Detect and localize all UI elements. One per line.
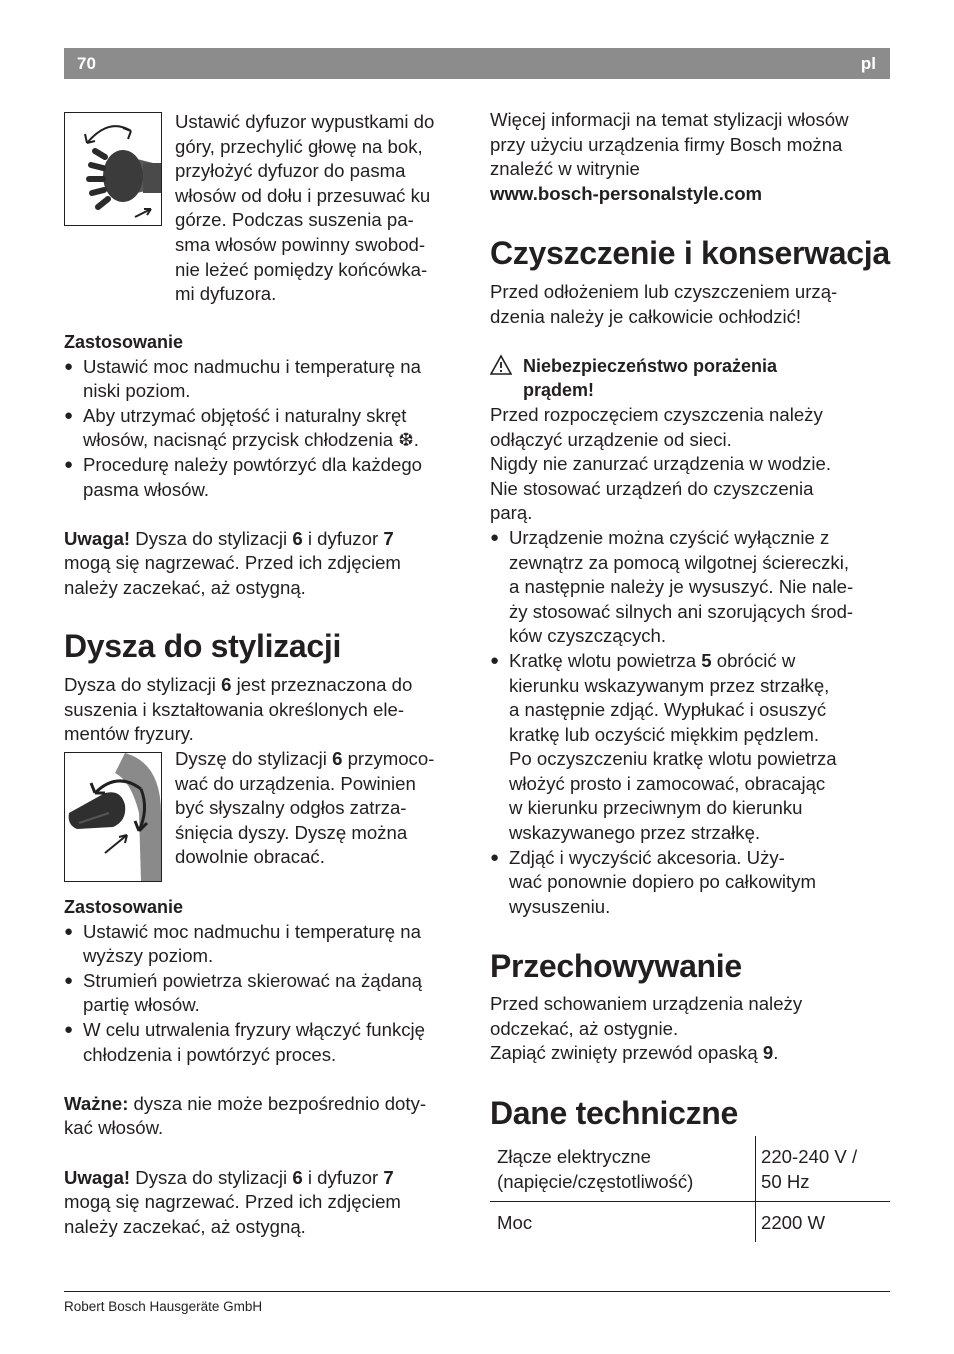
nozzle-heading: Dysza do stylizacji [64, 628, 342, 664]
list-item: ● Procedurę należy powtórzyć dla każdego pasma włosów. [64, 453, 474, 502]
page-number: 70 [77, 54, 96, 73]
table-row: Moc 2200 W [497, 1212, 826, 1233]
footer-rule [64, 1291, 890, 1292]
left-column-lower: Zastosowanie ● Ustawić moc nadmuchu i temperaturę na wyższy poziom. ● Strumień powietrza skierować na żądaną partię włosów. ● W celu utrwalenia fryzury włączyć funkcję chłodzenia i powtórzyć proces. Ważne: dysza nie może bezpośrednio doty- kać włosów. Uwaga! Dysza do stylizacji 6 i dyfuzor 7 mogą się nagrzewać. Przed ich zdjęciem należy zaczekać, aż ostygną. [64, 895, 474, 1239]
cleaning-list [490, 526, 895, 920]
cleaning-section: Przed odłożeniem lub czyszczeniem urzą- dzenia należy je całkowicie ochłodzić! Niebezpieczeństwo porażenia prądem! Przed rozpoczęciem czyszczenia należy odłączyć urządzenie od sieci. Nigdy nie zanurzać urządzenia w wodzie. Nie stosować urządzeń do czyszczenia parą. ● Urządzenie można czyścić wyłącznie z zewnątrz za pomocą wilgotnej ściereczki, a następnie należy je wysuszyć. Nie nale- ży stosować silnych ani szorujących środ- ków czyszczących. ● Kratkę wlotu powietrza 5 obrócić w kierunku wskazywanym przez strzałkę, a następnie zdjąć. Wypłukać i osuszyć kratkę lub oczyścić miękkim pędzlem. Po oczyszczeniu kratkę wlotu powietrza włożyć prosto i zamocować, obracając w kierunku przeciwnym do kierunku wskazywanego przez strzałkę. ● Zdjąć i wyczyścić akcesoria. Uży- wać ponownie dopiero po całkowitym wysuszeniu. [490, 280, 895, 919]
language-code: pl [860, 54, 876, 73]
warning-note: Uwaga! Dysza do stylizacji 6 i dyfuzor 7 [64, 1166, 394, 1188]
nozzle-attach-instructions: Dyszę do stylizacji 6 przymoco- wać do urządzenia. Powinien być słyszalny odgłos zatrza- śnięcia dyszy. Dyszę można dowolnie obracać. [175, 748, 435, 868]
usage-label: Zastosowanie [64, 332, 184, 352]
storage-section: Przed schowaniem urządzenia należy odczekać, aż ostygnie. Zapiąć zwinięty przewód opaską 9. [490, 993, 803, 1064]
table-divider [755, 1136, 756, 1242]
page-header-bar [64, 48, 890, 79]
nozzle-intro: Dysza do stylizacji 6 jest przeznaczona do suszenia i kształtowania określonych ele- mentów fryzury. [64, 674, 413, 745]
list-item: ● Kratkę wlotu powietrza 5 obrócić w kierunku wskazywanym przez strzałkę, a następnie zdjąć. Wypłukać i osuszyć kratkę lub oczyścić miękkim pędzlem. Po oczyszczeniu kratkę wlotu powietrza włożyć prosto i zamocować, obracając w kierunku przeciwnym do kierunku wskazywanego przez strzałkę. [490, 649, 895, 846]
important-note: Ważne: dysza nie może bezpośrednio doty- [64, 1092, 427, 1114]
footer-company: Robert Bosch Hausgeräte GmbH [64, 1299, 263, 1314]
list-item: ● Ustawić moc nadmuchu i temperaturę na wyższy poziom. [64, 920, 474, 969]
list-item: ● Strumień powietrza skierować na żądaną partię włosów. [64, 969, 474, 1018]
cleaning-heading: Czyszczenie i konserwacja [490, 235, 890, 271]
left-column-upper: Zastosowanie ● Ustawić moc nadmuchu i temperaturę na niski poziom. ● Aby utrzymać objętość i naturalny skręt włosów, nacisnąć przycisk chłodzenia ❆. ● Procedurę należy powtórzyć dla każdego pasma włosów. Uwaga! Dysza do stylizacji 6 i dyfuzor 7 mogą się nagrzewać. Przed ich zdjęciem należy zaczekać, aż ostygną. [64, 330, 474, 601]
warning-triangle-icon [490, 354, 512, 376]
list-item: ● Aby utrzymać objętość i naturalny skręt włosów, nacisnąć przycisk chłodzenia ❆. [64, 404, 474, 453]
diffuser-illustration [64, 112, 162, 226]
list-item: ● W celu utrwalenia fryzury włączyć funkcję chłodzenia i powtórzyć proces. [64, 1018, 474, 1067]
nozzle-illustration [64, 752, 162, 882]
diffuser-instructions: Ustawić dyfuzor wypustkami do góry, przechylić głowę na bok, przyłożyć dyfuzor do pasma włosów od dołu i przesuwać ku górze. Podczas suszenia pa- sma włosów powinny swobod- nie leżeć pomiędzy końcówka- mi dyfuzora. [175, 111, 435, 305]
website-link[interactable]: www.bosch-personalstyle.com [490, 182, 763, 204]
list-item: ● Urządzenie można czyścić wyłącznie z zewnątrz za pomocą wilgotnej ściereczki, a następnie należy je wysuszyć. Nie nale- ży stosować silnych ani szorujących środ- ków czyszczących. [490, 526, 895, 649]
list-item: ● Ustawić moc nadmuchu i temperaturę na niski poziom. [64, 355, 474, 404]
warning-note: Uwaga! Dysza do stylizacji 6 i dyfuzor 7 [64, 527, 394, 549]
table-row: Złącze elektryczne (napięcie/częstotliwość) 220-240 V / 50 Hz [490, 1136, 890, 1202]
info-paragraph: Więcej informacji na temat stylizacji włosów przy użyciu urządzenia firmy Bosch można znaleźć w witrynie www.bosch-personalstyle.com [490, 108, 895, 206]
usage-label: Zastosowanie [64, 897, 184, 917]
list-item: ● Zdjąć i wyczyścić akcesoria. Uży- wać ponownie dopiero po całkowitym wysuszeniu. [490, 846, 895, 920]
usage-list [64, 355, 474, 503]
tech-data-heading: Dane techniczne [490, 1095, 739, 1131]
tech-data-table [490, 1136, 890, 1242]
danger-title: Niebezpieczeństwo porażenia prądem! [490, 354, 895, 403]
usage-list [64, 920, 474, 1068]
storage-heading: Przechowywanie [490, 948, 742, 984]
